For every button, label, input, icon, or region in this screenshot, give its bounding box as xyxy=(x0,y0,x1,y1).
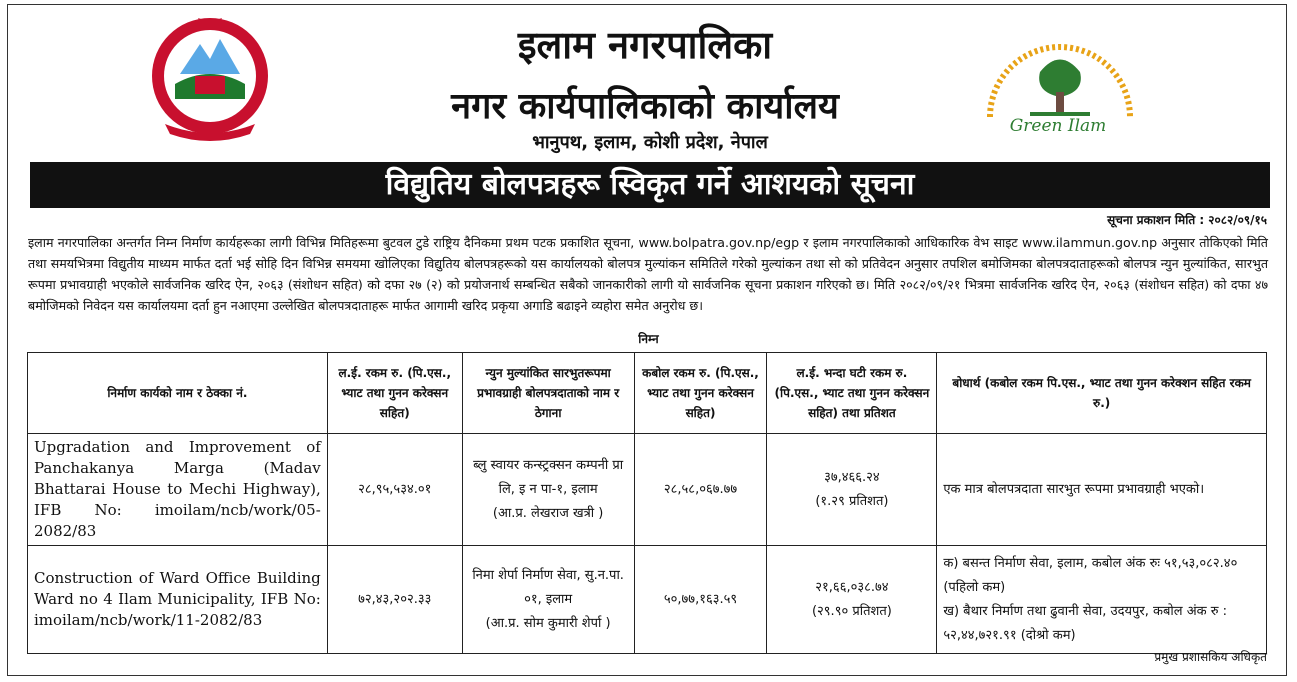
header-bidder: न्युन मुल्यांकित सारभुतरूपमा प्रभावग्राही बोलपत्रदाताको नाम र ठेगाना xyxy=(462,353,634,434)
estimate-amount: २८,९५,५३४.०१ xyxy=(327,434,462,546)
table-row xyxy=(28,434,1267,546)
bidder-name: ब्लु स्वायर कन्स्ट्रक्सन कम्पनी प्रा लि, इ न पा-१, इलाम xyxy=(473,457,624,497)
bidder-rep: (आ.प्र. लेखराज खत्री ) xyxy=(492,505,604,521)
header-bid-amount: कबोल रकम रु. (पि.एस., भ्याट तथा गुनन करेक्सन सहित) xyxy=(634,353,767,434)
office-address: भानुपथ, इलाम, कोशी प्रदेश, नेपाल xyxy=(532,132,768,153)
header-remark: बोधार्थ (कबोल रकम पि.एस., भ्याट तथा गुनन करेक्शन सहित रकम रु.) xyxy=(937,353,1267,434)
table-header-row xyxy=(28,353,1267,434)
remark-cell xyxy=(937,434,1267,546)
less-amount-cell xyxy=(767,546,937,654)
header-estimate: ल.ई. रकम रु. (पि.एस., भ्याट तथा गुनन करेक्सन सहित) xyxy=(327,353,462,434)
publication-date: सूचना प्रकाशन मिति : २०८२/०९/१५ xyxy=(1107,213,1267,227)
logo-text: Green Ilam xyxy=(1009,116,1107,136)
bidder-rep: (आ.प्र. सोम कुमारी शेर्पा ) xyxy=(485,615,611,631)
less-percent: (२९.९० प्रतिशत) xyxy=(811,603,892,619)
bidder-name: निमा शेर्पा निर्माण सेवा, सु.न.पा. ०१, इलाम xyxy=(472,567,624,607)
work-name: Construction of Ward Office Building Ward no 4 Ilam Municipality, IFB No: imoilam/ncb/work/11-2082/83 xyxy=(28,546,328,654)
notice-banner: विद्युतिय बोलपत्रहरू स्विकृत गर्ने आशयको सूचना xyxy=(30,162,1270,208)
bid-table xyxy=(27,352,1267,654)
less-amount: ३७,४६६.२४ xyxy=(824,469,880,485)
bid-amount: ५०,७७,१६३.५९ xyxy=(634,546,767,654)
remark-a: क) बसन्त निर्माण सेवा, इलाम, कबोल अंक रुः ५१,५३,०८२.४० (पहिलो कम) xyxy=(943,555,1238,595)
header-work: निर्माण कार्यको नाम र ठेक्का नं. xyxy=(28,353,328,434)
table-caption: निम्न xyxy=(638,332,659,346)
less-amount: २१,६६,०३८.७४ xyxy=(815,579,889,595)
nepal-emblem-icon xyxy=(140,14,280,144)
header-less-amount: ल.ई. भन्दा घटी रकम रु. (पि.एस., भ्याट तथा गुनन करेक्सन सहित) तथा प्रतिशत xyxy=(767,353,937,434)
office-title: नगर कार्यपालिकाको कार्यालय xyxy=(451,86,839,127)
remark-cell xyxy=(937,546,1267,654)
notice-paragraph: इलाम नगरपालिका अन्तर्गत निम्न निर्माण कार्यहरूका लागी विभिन्न मितिहरूमा बुटवल टुडे राष्ट्रिय दैनिकमा प्रथम पटक प्रकाशित सूचना, www.bolpatra.gov.np/egp र इलाम नगरपालिकाको आधिकारिक वेभ साइट www.ilammun.gov.np अनुसार तोकिएको मिति तथा समयभित्रमा विद्युतीय माध्यम मार्फत दर्ता भई सोहि दिन विभिन्न समयमा खोलिएका विद्युतिय बोलपत्रहरूको यस कार्यालयको बोलपत्र मुल्यांकन समितिले गरेको मुल्यांकन तथा सो को प्रतिवेदन अनुसार तपशिल बमोजिमका बोलपत्रदाताहरूको बोलपत्र न्युन मुल्यांकित, सारभुत रूपमा प्रभावग्राही भएकोले सार्वजनिक खरिद ऐन, २०६३ (संशोधन सहित) को दफा २७ (२) को प्रयोजनार्थ सम्बन्धित सबैको जानकारीको लागी यो सार्वजनिक सूचना प्रकाशन गरिएको छ। मिति २०८२/०९/२१ भित्रमा सार्वजनिक खरिद ऐन, २०६३ (संशोधन सहित) को दफा ४७ बमोजिमको निवेदन यस कार्यालयमा दर्ता हुन नआएमा उल्लेखित बोलपत्रदाताहरू मार्फत आगामी खरिद प्रकृया अगाडि बढाइने व्यहोरा समेत अनुरोध छ। xyxy=(28,235,1268,313)
bid-amount: २८,५८,०६७.७७ xyxy=(634,434,767,546)
signatory: प्रमुख प्रशासकिय अधिकृत xyxy=(1154,650,1267,664)
table-row xyxy=(28,546,1267,654)
less-percent: (१.२९ प्रतिशत) xyxy=(815,493,889,509)
remark-a: एक मात्र बोलपत्रदाता सारभुत रूपमा प्रभावग्राही भएको। xyxy=(943,481,1205,497)
estimate-amount: ७२,४३,२०२.३३ xyxy=(327,546,462,654)
less-amount-cell xyxy=(767,434,937,546)
bidder-info xyxy=(462,546,634,654)
page-title: इलाम नगरपालिका xyxy=(517,23,773,67)
remark-b: ख) बैथार निर्माण तथा ढुवानी सेवा, उदयपुर, कबोल अंक रु : ५२,४४,७२१.९१ (दोश्रो कम) xyxy=(943,603,1228,643)
green-ilam-logo xyxy=(970,42,1150,142)
bidder-info xyxy=(462,434,634,546)
work-name: Upgradation and Improvement of Panchakanya Marga (Madav Bhattarai House to Mechi Highway), IFB No: imoilam/ncb/work/05-2082/83 xyxy=(28,434,328,546)
